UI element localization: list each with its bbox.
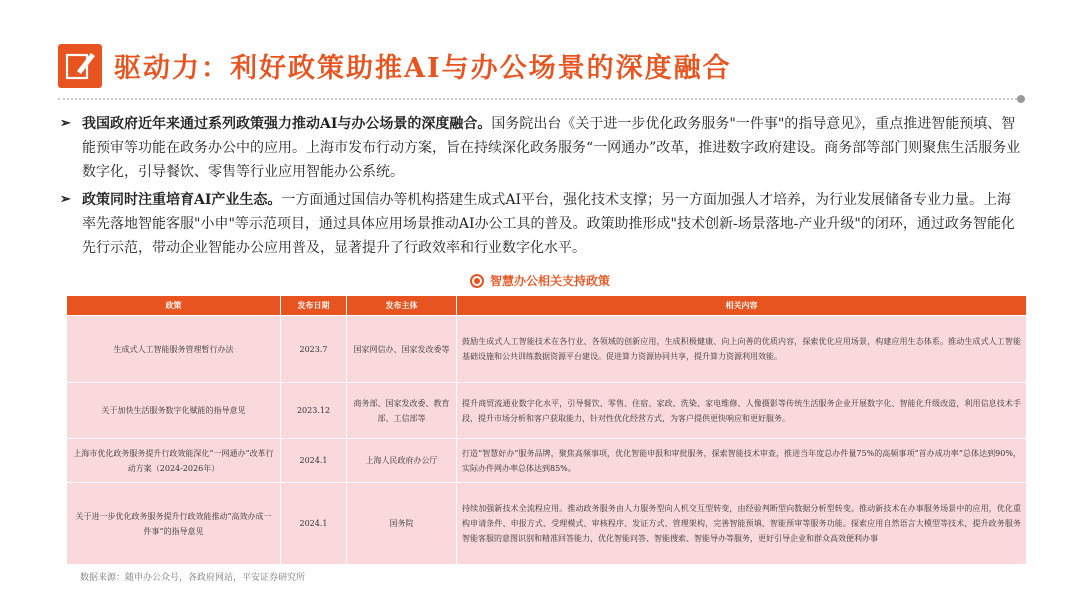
policy-publisher: 国家网信办、国家发改委等 [347,316,457,383]
table-row [67,316,1027,383]
bullet-lead: 政策同时注重培育AI产业生态。 [82,192,282,208]
policy-content: 鼓励生成式人工智能技术在各行业、各领域的创新应用，生成积极健康、向上向善的优质内容，探索优化应用场景，构建应用生态体系。推动生成式人工智能基础设施和公共训练数据资源平台建设。促进算力资源协同共享，提升算力资源利用效能。 [457,316,1027,383]
table-caption [0,272,1080,289]
policy-publisher: 上海人民政府办公厅 [347,439,457,483]
arrow-bullet-icon: ➢ [60,116,71,131]
policy-name: 生成式人工智能服务管理暂行办法 [67,316,281,383]
table-caption-text: 智慧办公相关支持政策 [489,274,610,288]
table-row [67,383,1027,439]
bullet-item [58,112,1022,184]
bullet-item [58,188,1022,260]
column-header-date: 发布日期 [281,296,347,316]
bullet-list [58,112,1022,264]
page-title: 驱动力：利好政策助推AI与办公场景的深度融合 [114,53,732,84]
policy-date: 2024.1 [281,483,347,565]
title-divider [58,98,1021,100]
column-header-publisher: 发布主体 [347,296,457,316]
policy-date: 2024.1 [281,439,347,483]
table-row [67,439,1027,483]
policy-publisher: 商务部、国家发改委、教育部、工信部等 [347,383,457,439]
table-row [67,483,1027,565]
policy-content: 打造“智慧好办”服务品牌，聚焦高频事项，优化智能申报和审批服务，探索智能技术审查，推进当年度总办件量75%的高频事项“首办成功率”总体达到90%，实际办件网办率总体达到85%。 [457,439,1027,483]
policy-date: 2023.12 [281,383,347,439]
policy-name: 上海市优化政务服务提升行政效能深化“一网通办”改革行动方案（2024-2026年） [67,439,281,483]
policy-content: 提升商贸流通业数字化水平，引导餐饮、零售、住宿、家政、洗染、家电维修、人像摄影等传统生活服务企业开展数字化、智能化升级改造，利用信息技术手段，提升市场分析和客户获取能力，针对性优化经营方式，为客户提供更快响应和更好服务。 [457,383,1027,439]
policy-publisher: 国务院 [347,483,457,565]
column-header-policy: 政策 [67,296,281,316]
policy-name: 关于加快生活服务数字化赋能的指导意见 [67,383,281,439]
bullet-lead: 我国政府近年来通过系列政策强力推动AI与办公场景的深度融合。 [82,116,492,132]
policy-name: 关于进一步优化政务服务提升行政效能推动“高效办成一件事”的指导意见 [67,483,281,565]
divider-dot [1017,95,1025,103]
data-source-note: 数据来源：随申办公众号，各政府网站，平安证券研究所 [80,573,306,583]
policy-content: 持续加强新技术全流程应用。推动政务服务由人力服务型向人机交互型转变，由经验判断型向数据分析型转变。推动新技术在办事服务场景中的应用，优化重构申请条件、申报方式、受理模式、审核程序、发证方式、管理架构，完善智能预填、智能预审等服务功能。探索应用自然语言大模型等技术，提升政务服务智能客服的意图识别和精准回答能力，优化智能问答、智能搜索、智能导办等服务，更好引导企业和群众高效便利办事 [457,483,1027,565]
bullet-body: 国务院出台《关于进一步优化政务服务"一件事"的指导意见》，重点推进智能预填、智能预审等功能在政务办公中的应用。上海市发布行动方案，旨在持续深化政务服务“一网通办”改革，推进数字政府建设。商务部等部门则聚焦生活服务业数字化，引导餐饮、零售等行业应用智能办公系统。 [82,116,1021,180]
column-header-content: 相关内容 [457,296,1027,316]
policy-table [66,295,1027,565]
arrow-bullet-icon: ➢ [60,192,71,207]
edit-icon [58,44,102,88]
target-icon [470,274,484,288]
policy-date: 2023.7 [281,316,347,383]
bullet-body: 一方面通过国信办等机构搭建生成式AI平台，强化技术支撑；另一方面加强人才培养，为行业发展储备专业力量。上海率先落地智能客服"小申"等示范项目，通过具体应用场景推动AI办公工具的普及。政策助推形成"技术创新-场景落地-产业升级"的闭环，通过政务智能化先行示范，带动企业智能办公应用普及，显著提升了行政效率和行业数字化水平。 [82,192,1015,256]
table-header-row [67,296,1027,316]
